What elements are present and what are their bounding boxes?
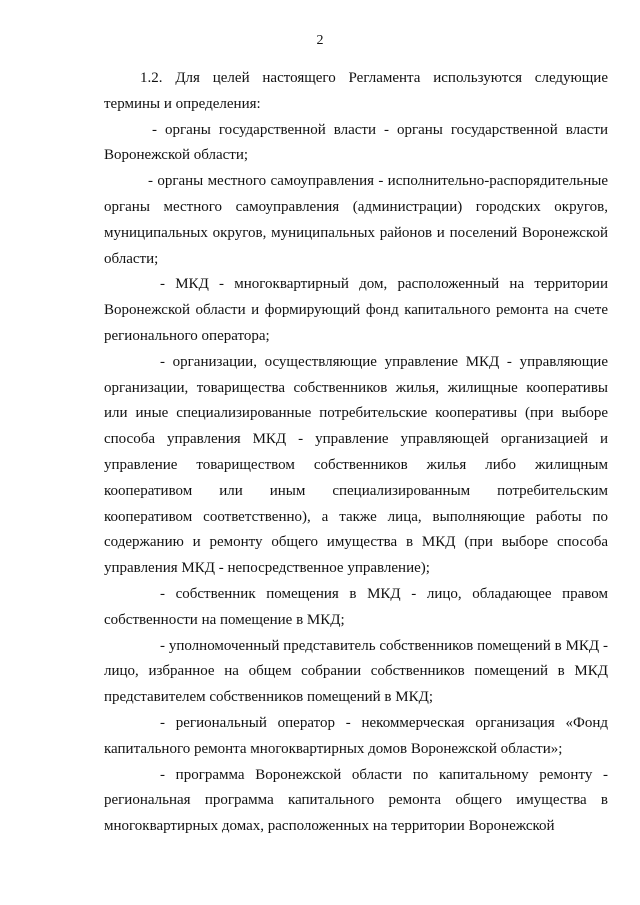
text-line: муниципальных округов, муниципальных районов и поселений Воронежской	[104, 224, 608, 241]
text-line: - собственник помещения в МКД - лицо, обладающее правом	[160, 585, 608, 602]
paragraph	[104, 169, 608, 272]
paragraph	[104, 272, 608, 349]
text-line: многоквартирных домах, расположенных на территории Воронежской	[104, 818, 555, 835]
text-line: Воронежской области;	[104, 147, 249, 164]
text-line: представителем собственников помещений в МКД;	[104, 689, 433, 706]
text-line: лицо, избранное на общем собрании собственников помещений в МКД	[104, 663, 608, 680]
text-line: капитального ремонта многоквартирных домов Воронежской области»;	[104, 740, 563, 757]
text-line: кооперативом соответственно), а также лица, выполняющие работы по	[104, 508, 608, 525]
text-line: - организации, осуществляющие управление МКД - управляющие	[160, 353, 608, 370]
text-line: - органы местного самоуправления - исполнительно-распорядительные	[148, 173, 608, 190]
text-line: термины и определения:	[104, 95, 261, 112]
page-number: 2	[316, 33, 324, 48]
text-line: способа управления МКД - управление управляющей организацией и	[104, 431, 608, 448]
text-line: регионального оператора;	[104, 327, 270, 344]
text-line: содержанию и ремонту общего имущества в МКД (при выборе способа	[104, 534, 608, 551]
text-line: Воронежской области и формирующий фонд капитального ремонта на счете	[104, 302, 608, 319]
text-line: региональная программа капитального ремонта общего имущества в	[104, 792, 608, 809]
text-line: управления МКД - непосредственное управление);	[104, 560, 430, 577]
paragraph	[104, 350, 608, 582]
text-line: - программа Воронежской области по капитальному ремонту -	[160, 766, 608, 783]
text-line: организации, товарищества собственников жилья, жилищные кооперативы	[104, 379, 608, 396]
paragraph	[104, 763, 608, 840]
paragraph	[104, 582, 608, 634]
text-line: кооперативом или иным специализированным потребительским	[104, 482, 608, 499]
text-line: или иные специализированные потребительские кооперативы (при выборе	[104, 405, 608, 422]
text-line: управление товариществом собственников жилья либо жилищным	[104, 456, 608, 473]
paragraph	[104, 118, 608, 170]
document-body	[104, 66, 608, 840]
text-line: - МКД - многоквартирный дом, расположенный на территории	[160, 276, 608, 293]
paragraph	[104, 711, 608, 763]
text-line: - уполномоченный представитель собственников помещений в МКД -	[160, 637, 608, 654]
text-line: собственности на помещение в МКД;	[104, 611, 345, 628]
text-line: области;	[104, 250, 159, 267]
paragraph	[104, 634, 608, 711]
paragraph	[104, 66, 608, 118]
text-line: - органы государственной власти - органы государственной власти	[152, 121, 608, 138]
text-line: 1.2. Для целей настоящего Регламента используются следующие	[140, 70, 608, 86]
text-line: органы местного самоуправления (администрации) городских округов,	[104, 198, 608, 215]
text-line: - региональный оператор - некоммерческая организация «Фонд	[160, 714, 608, 731]
